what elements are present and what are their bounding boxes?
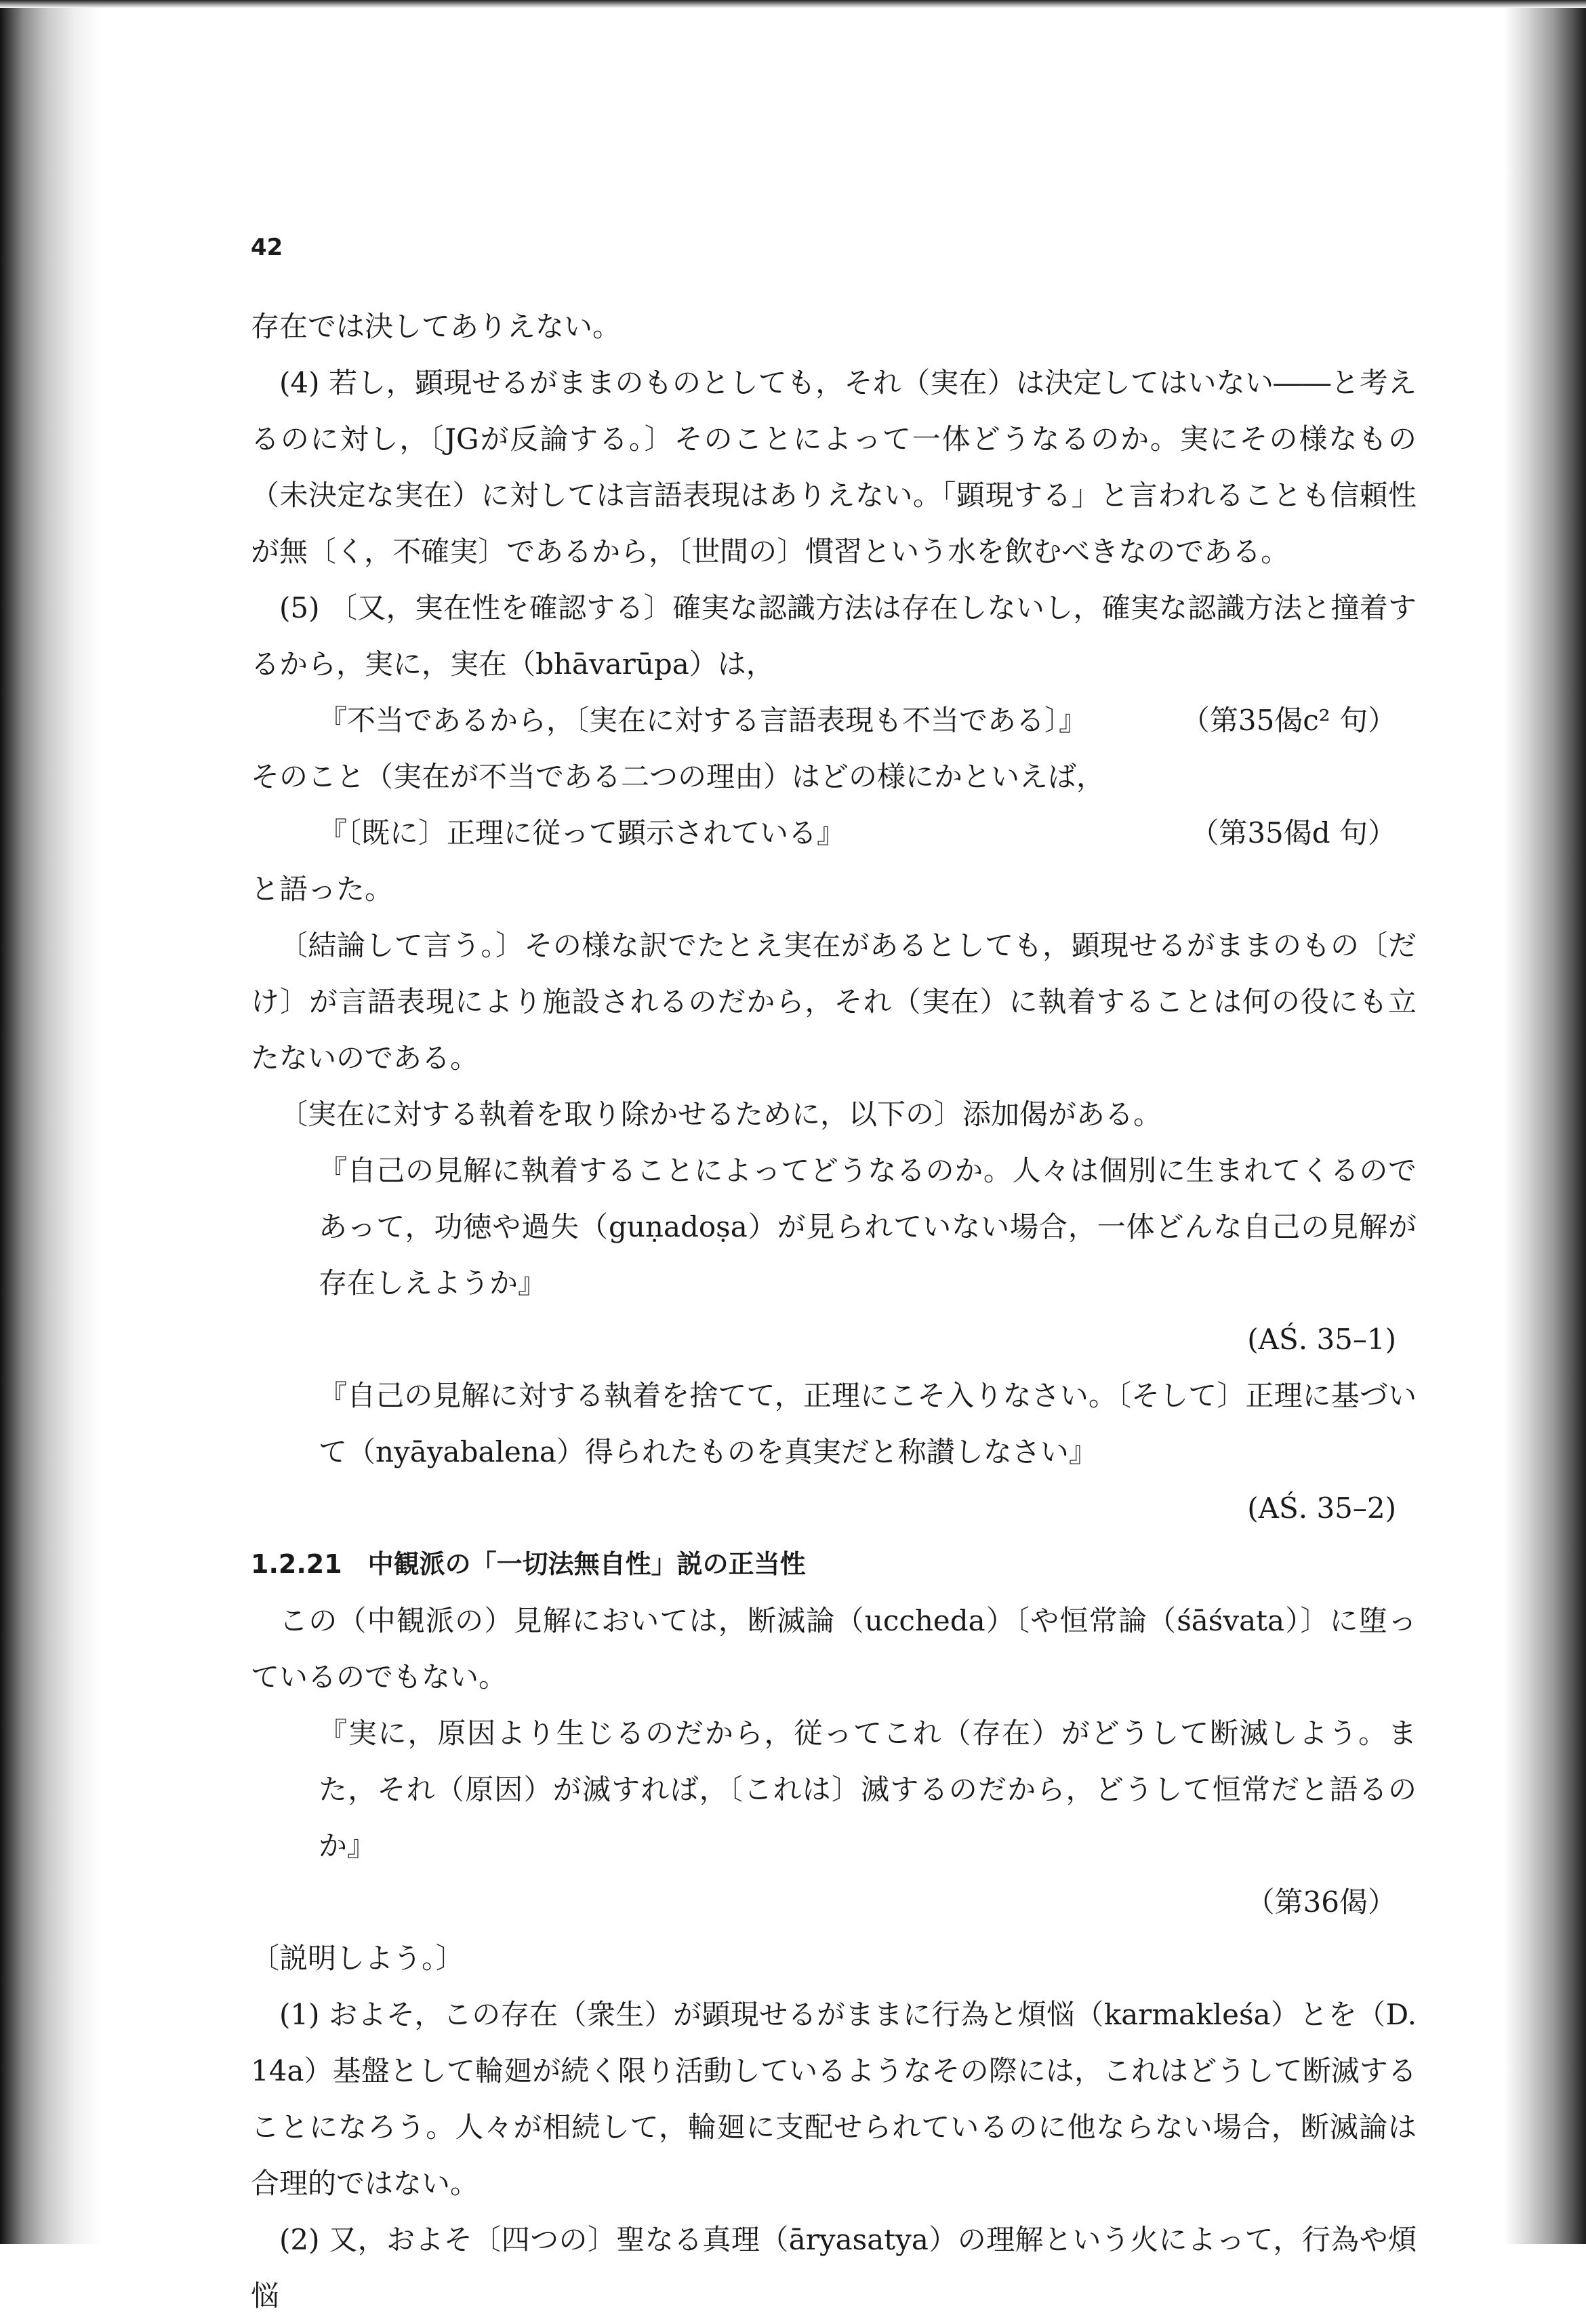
scan-right-edge xyxy=(1505,0,1586,2244)
scan-left-edge xyxy=(0,0,102,2244)
verse-as-1: 『自己の見解に執着することによってどうなるのか。人々は個別に生まれてくるのであって，功徳や過失（guṇadoṣa）が見られていない場合，一体どんな自己の見解が存在しえようか』 xyxy=(319,1154,1417,1300)
verse-36-citation-row xyxy=(251,1874,1417,1930)
verse-as-1-citation-row xyxy=(251,1311,1417,1367)
paragraph: (1) およそ，この存在（衆生）が顕現せるがままに行為と煩悩（karmakleśa）とを（D. 14a）基盤として輪廻が続く限り活動しているようなその際には，これはどうして断滅することになろう。人々が相続して，輪廻に支配せられているのに他ならない場合，断滅論は合理的ではない。 xyxy=(251,1998,1417,2200)
paragraph: 〔実在に対する執着を取り除かせるために，以下の〕添加偈がある。 xyxy=(279,1098,1162,1131)
paragraph: 〔説明しよう。〕 xyxy=(251,1942,465,1975)
verse-35d xyxy=(251,805,1417,861)
section-heading: 1.2.21 中観派の「一切法無自性」説の正当性 xyxy=(251,1549,806,1579)
verse-citation: (AŚ. 35–2) xyxy=(1247,1491,1396,1525)
verse-citation: （第35偈d 句） xyxy=(1190,816,1396,849)
paragraph: (4) 若し，顕現せるがままのものとしても，それ（実在）は決定してはいない――と考えるのに対し，〔JGが反論する。〕そのことによって一体どうなるのか。実にその様なもの（未決定な実在）に対しては言語表現はありえない。「顕現する」と言われることも信頼性が無〔く，不確実〕であるから，〔世間の〕慣習という水を飲むべきなのである。 xyxy=(251,366,1417,568)
verse-citation: （第36偈） xyxy=(1246,1885,1396,1919)
scan-top-edge xyxy=(0,0,1586,8)
paragraph: (5) 〔又，実在性を確認する〕確実な認識方法は存在しないし，確実な認識方法と撞着するから，実に，実在（bhāvarūpa）は， xyxy=(251,591,1417,681)
paragraph: 〔結論して言う。〕その様な訳でたとえ実在があるとしても，顕現せるがままのもの〔だけ〕が言語表現により施設されるのだから，それ（実在）に執着することは何の役にも立たないのである。 xyxy=(251,929,1417,1075)
paragraph: そのこと（実在が不当である二つの理由）はどの様にかといえば， xyxy=(251,760,1105,793)
paragraph: 存在では決してありえない。 xyxy=(251,310,622,343)
verse-as-2-citation-row xyxy=(251,1480,1417,1536)
verse-text: 『不当であるから，〔実在に対する言語表現も不当である〕』 xyxy=(319,704,1088,737)
verse-citation: (AŚ. 35–1) xyxy=(1247,1323,1396,1356)
verse-as-2: 『自己の見解に対する執着を捨てて，正理にこそ入りなさい。〔そして〕正理に基づいて（nyāyabalena）得られたものを真実だと称讃しなさい』 xyxy=(319,1379,1417,1468)
paragraph: と語った。 xyxy=(251,873,394,906)
paragraph: この（中観派の）見解においては，断滅論（uccheda）〔や恒常論（śāśvata）〕に堕っているのでもない。 xyxy=(251,1604,1417,1694)
verse-36: 『実に，原因より生じるのだから，従ってこれ（存在）がどうして断滅しよう。また，それ（原因）が滅すれば，〔これは〕滅するのだから，どうして恒常だと語るのか』 xyxy=(319,1717,1417,1862)
verse-citation: （第35偈c² 句） xyxy=(1181,704,1396,737)
verse-text: 『〔既に〕正理に従って顕示されている』 xyxy=(319,816,846,849)
paragraph: (2) 又，およそ〔四つの〕聖なる真理（āryasatya）の理解という火によって，行為や煩悩 xyxy=(251,2223,1417,2312)
page-number: 42 xyxy=(251,234,283,261)
verse-35c xyxy=(251,692,1417,748)
page-body xyxy=(251,298,1417,2324)
